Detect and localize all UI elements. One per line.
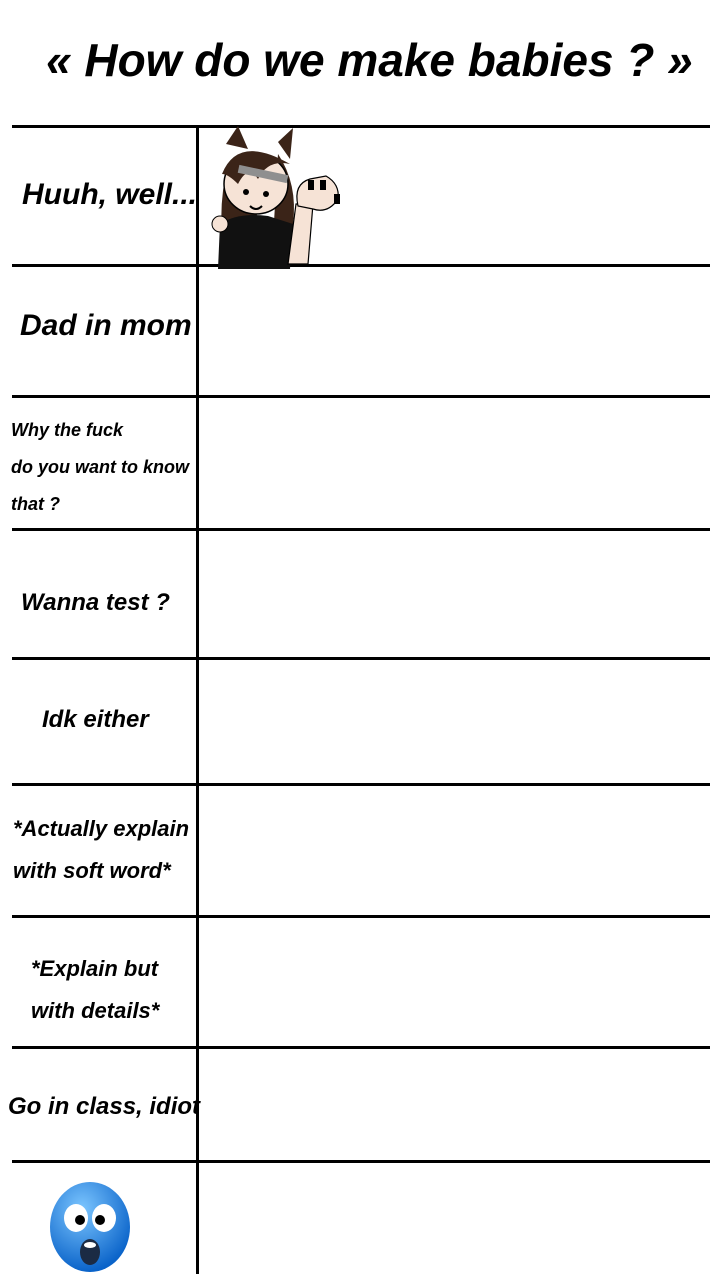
shocked-emoji-icon (46, 1180, 134, 1275)
grid-line (12, 125, 710, 128)
row-label (21, 589, 170, 617)
waving-character-icon (198, 124, 348, 269)
row-label (42, 706, 149, 734)
row-label (22, 178, 197, 212)
row-label-line: with soft word* (13, 858, 171, 883)
grid-line (12, 395, 710, 398)
row-label (8, 1093, 200, 1121)
row-label (11, 412, 189, 523)
grid-line (12, 1160, 710, 1163)
row-label-line: Why the fuck (11, 420, 124, 440)
row-label-line: Go in class, idiot (8, 1093, 201, 1120)
row-label-line: Wanna test ? (21, 589, 170, 616)
grid-line (12, 657, 710, 660)
row-label-line: with details* (31, 998, 160, 1023)
grid-line (12, 528, 710, 531)
row-label-line: *Explain but (31, 956, 159, 981)
row-label-line: Huuh, well... (22, 178, 198, 211)
row-label (20, 309, 192, 343)
grid-line (12, 783, 710, 786)
row-label-line: Dad in mom (20, 309, 192, 342)
grid-line (12, 264, 710, 267)
grid-line (12, 1046, 710, 1049)
grid-line (12, 915, 710, 918)
row-label-line: that ? (11, 494, 60, 514)
row-label-line: do you want to know (11, 457, 189, 477)
page-title: « How do we make babies ? » (46, 34, 693, 86)
row-label-line: *Actually explain (13, 816, 190, 841)
row-label-line: Idk either (42, 706, 149, 733)
row-label (31, 948, 159, 1032)
row-label (13, 808, 189, 892)
